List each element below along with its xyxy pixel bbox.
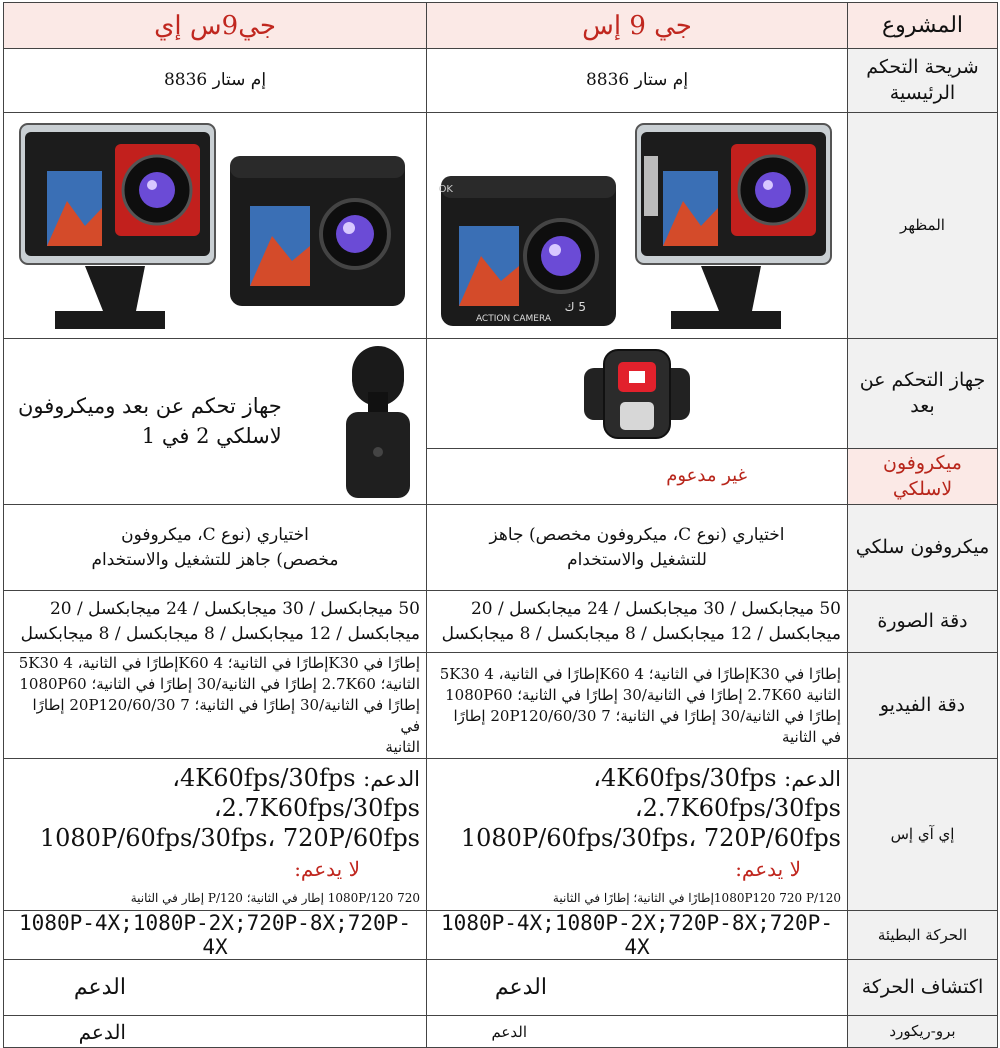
row-video-res: [4, 653, 998, 759]
remote-g9se: [4, 339, 427, 505]
camera-pair-image-2: [10, 116, 420, 336]
wireless-mic-g9s: غير مدعوم: [427, 449, 848, 505]
slow-motion-label: الحركة البطيئة: [848, 911, 998, 960]
eis-g9se-not-supported: لا يدعم:: [294, 857, 360, 881]
video-res-g9s: [427, 653, 848, 759]
camera-housing-2: [20, 124, 215, 329]
remote-mic-image: [338, 342, 418, 502]
slow-motion-g9se: 1080P-4X;1080P-2X;720P-8X;720P-4X: [4, 911, 427, 960]
photo-res-g9s: [427, 591, 848, 653]
video-res-g9se-line2: الثانية؛ 2.7K60 إطارًا في الثانية/30 إطارًا في الثانية؛ 1080P60: [19, 675, 420, 693]
motion-detect-g9se: الدعم: [4, 960, 427, 1016]
slow-motion-g9s: 1080P-4X;1080P-2X;720P-8X;720P-4X: [427, 911, 848, 960]
video-res-g9s-line3: إطارًا في الثانية/30 إطارًا في الثانية؛ 7 20P120/60/30 إطارًا: [453, 706, 841, 725]
eis-g9se-head: الدعم:: [363, 767, 420, 791]
eis-g9s-line2: 2.7K60fps/30fps،: [634, 794, 841, 822]
photo-res-g9s-line2: ميجابكسل / 12 ميجابكسل / 8 ميجابكسل / 8 ميجابكسل: [441, 623, 841, 644]
pro-record-label: برو-ريكورد: [848, 1016, 998, 1048]
eis-g9se-supported: [10, 763, 420, 853]
video-res-g9s-line1: إطارًا في K30إطارًا في الثانية؛ 4 K60إطارًا في الثانية، 4 5K30: [439, 664, 841, 683]
remote-label: جهاز التحكم عن بعد: [848, 339, 998, 449]
row-main-chip: [4, 49, 998, 113]
appearance-g9s: [427, 113, 848, 339]
remote-control-image: [582, 346, 692, 442]
eis-g9s-supported: [433, 763, 841, 853]
wired-mic-g9s-line2: للتشغيل والاستخدام: [567, 549, 707, 570]
eis-g9se-line1: 4K60fps/30fps،: [172, 764, 356, 792]
row-eis: [4, 759, 998, 911]
video-res-g9se: [4, 653, 427, 759]
header-label: المشروع: [848, 3, 998, 49]
wired-mic-g9se-line2: مخصص) جاهز للتشغيل والاستخدام: [91, 549, 339, 570]
header-g9se: جي9س إي: [4, 3, 427, 49]
camera-standalone: [439, 176, 616, 326]
header-g9s: جي 9 إس: [427, 3, 848, 49]
eis-g9se-line2: 2.7K60fps/30fps،: [213, 794, 420, 822]
camera-ok-label: OK: [438, 183, 453, 195]
video-res-g9se-line4: الثانية: [385, 738, 420, 756]
camera-screen-label: 5 ك: [564, 299, 586, 314]
wired-mic-g9s: [427, 505, 848, 591]
appearance-label: المظهر: [848, 113, 998, 339]
video-res-g9s-line4: في الثانية: [781, 727, 841, 746]
pro-record-g9se: الدعم: [4, 1016, 427, 1048]
row-slow-motion: [4, 911, 998, 960]
header-row: [4, 3, 998, 49]
row-photo-res: [4, 591, 998, 653]
video-res-g9se-line3: إطارًا في الثانية/30 إطارًا في الثانية؛ 7 20P120/60/30 إطارًا في: [32, 696, 420, 735]
main-chip-g9se: إم ستار 8836: [4, 49, 427, 113]
row-wired-mic: [4, 505, 998, 591]
video-res-g9se-line1: إطارًا في K30إطارًا في الثانية؛ 4 K60إطارًا في الثانية، 4 5K30: [18, 654, 420, 672]
eis-g9s-footer: 1080P120 720 P/120إطارًا في الثانية؛ إطارًا في الثانية: [552, 891, 841, 905]
eis-g9s-head: الدعم:: [784, 767, 841, 791]
row-appearance: [4, 113, 998, 339]
wired-mic-label: ميكروفون سلكي: [848, 505, 998, 591]
remote-g9s: [427, 339, 848, 449]
eis-g9s-line3: 1080P/60fps/30fps، 720P/60fps: [460, 824, 841, 852]
comparison-table: [3, 2, 998, 1048]
video-res-label: دقة الفيديو: [848, 653, 998, 759]
wired-mic-g9se: [4, 505, 427, 591]
remote-g9se-line1: جهاز تحكم عن بعد وميكروفون: [18, 394, 282, 419]
camera-brand-label: ACTION CAMERA: [475, 313, 551, 324]
appearance-g9se: [4, 113, 427, 339]
wired-mic-g9se-line1: اختياري (نوع C، ميكروفون: [121, 524, 309, 545]
eis-label: إي آي إس: [848, 759, 998, 911]
eis-g9se-footer: 1080P/120 720 إطار في الثانية؛ P/120 إطار في الثانية: [130, 891, 420, 905]
eis-g9se: [4, 759, 427, 911]
wireless-mic-label: ميكروفون لاسلكي: [848, 449, 998, 505]
camera-housing: [636, 124, 831, 329]
eis-g9se-line3: 1080P/60fps/30fps، 720P/60fps: [39, 824, 420, 852]
wired-mic-g9s-line1: اختياري (نوع C، ميكروفون مخصص) جاهز: [489, 524, 785, 545]
row-pro-record: [4, 1016, 998, 1048]
photo-res-g9se-line2: ميجابكسل / 12 ميجابكسل / 8 ميجابكسل / 8 ميجابكسل: [20, 623, 420, 644]
main-chip-label: شريحة التحكم الرئيسية: [848, 49, 998, 113]
photo-res-g9se-line1: 50 ميجابكسل / 30 ميجابكسل / 24 ميجابكسل / 20: [49, 598, 420, 619]
camera-standalone-2: [230, 156, 405, 306]
row-motion-detect: [4, 960, 998, 1016]
motion-detect-g9s: الدعم: [427, 960, 848, 1016]
main-chip-g9s: إم ستار 8836: [427, 49, 848, 113]
eis-g9s: [427, 759, 848, 911]
eis-g9s-line1: 4K60fps/30fps،: [593, 764, 777, 792]
eis-g9s-not-supported: لا يدعم:: [735, 857, 801, 881]
photo-res-label: دقة الصورة: [848, 591, 998, 653]
photo-res-g9se: [4, 591, 427, 653]
photo-res-g9s-line1: 50 ميجابكسل / 30 ميجابكسل / 24 ميجابكسل / 20: [470, 598, 841, 619]
motion-detect-label: اكتشاف الحركة: [848, 960, 998, 1016]
row-remote: [4, 339, 998, 449]
remote-g9se-line2: لاسلكي 2 في 1: [141, 423, 282, 448]
video-res-g9s-line2: الثانية 2.7K60 إطارًا في الثانية/30 إطارًا في الثانية؛ 1080P60: [445, 685, 841, 704]
pro-record-g9s: الدعم: [427, 1016, 848, 1048]
camera-pair-image: [431, 116, 841, 336]
